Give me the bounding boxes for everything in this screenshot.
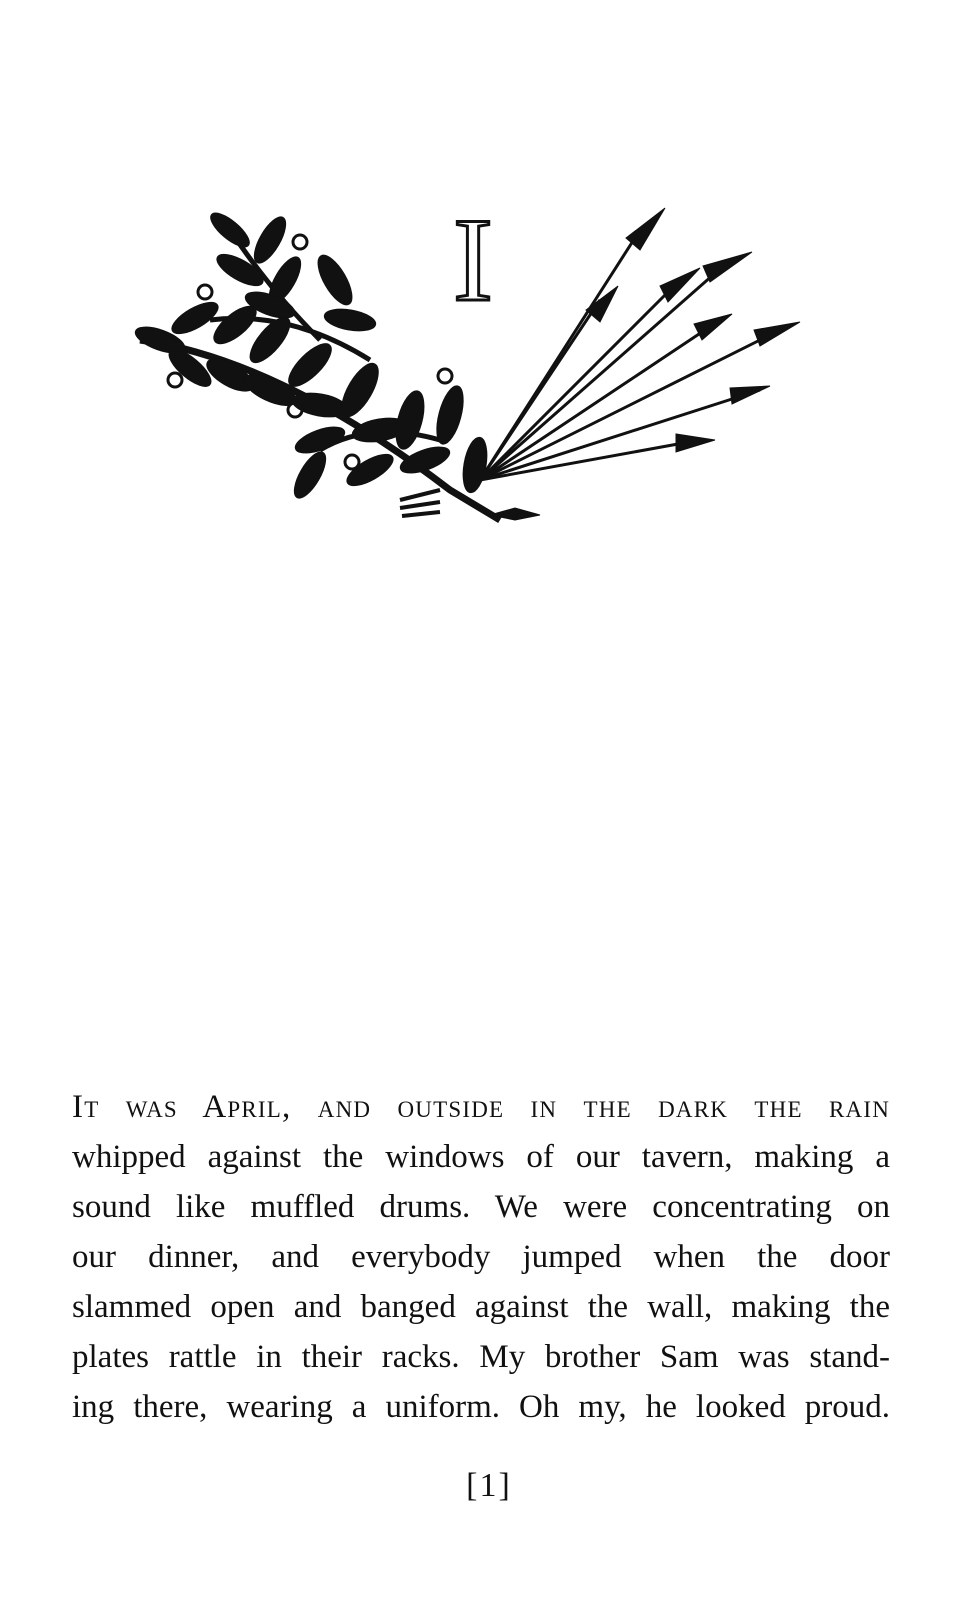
text-line: our dinner, and everybody jumped when the door bbox=[72, 1239, 890, 1275]
text-line: ing there, wearing a uniform. Oh my, he looked proud. bbox=[72, 1389, 890, 1425]
page-number: [1] bbox=[466, 1467, 512, 1504]
text-line: whipped against the windows of our tavern, making a bbox=[72, 1139, 890, 1175]
chapter-number: I bbox=[453, 193, 493, 326]
opening-line: It was April, and outside in the dark the rain bbox=[72, 1089, 890, 1125]
text-line: plates rattle in their racks. My brother Sam was stand- bbox=[72, 1339, 890, 1375]
arrow-bundle-icon bbox=[480, 208, 800, 520]
text-line: sound like muffled drums. We were concentrating on bbox=[72, 1189, 890, 1225]
text-line: slammed open and banged against the wall, making the bbox=[72, 1289, 890, 1325]
body-paragraph bbox=[72, 1082, 890, 1432]
